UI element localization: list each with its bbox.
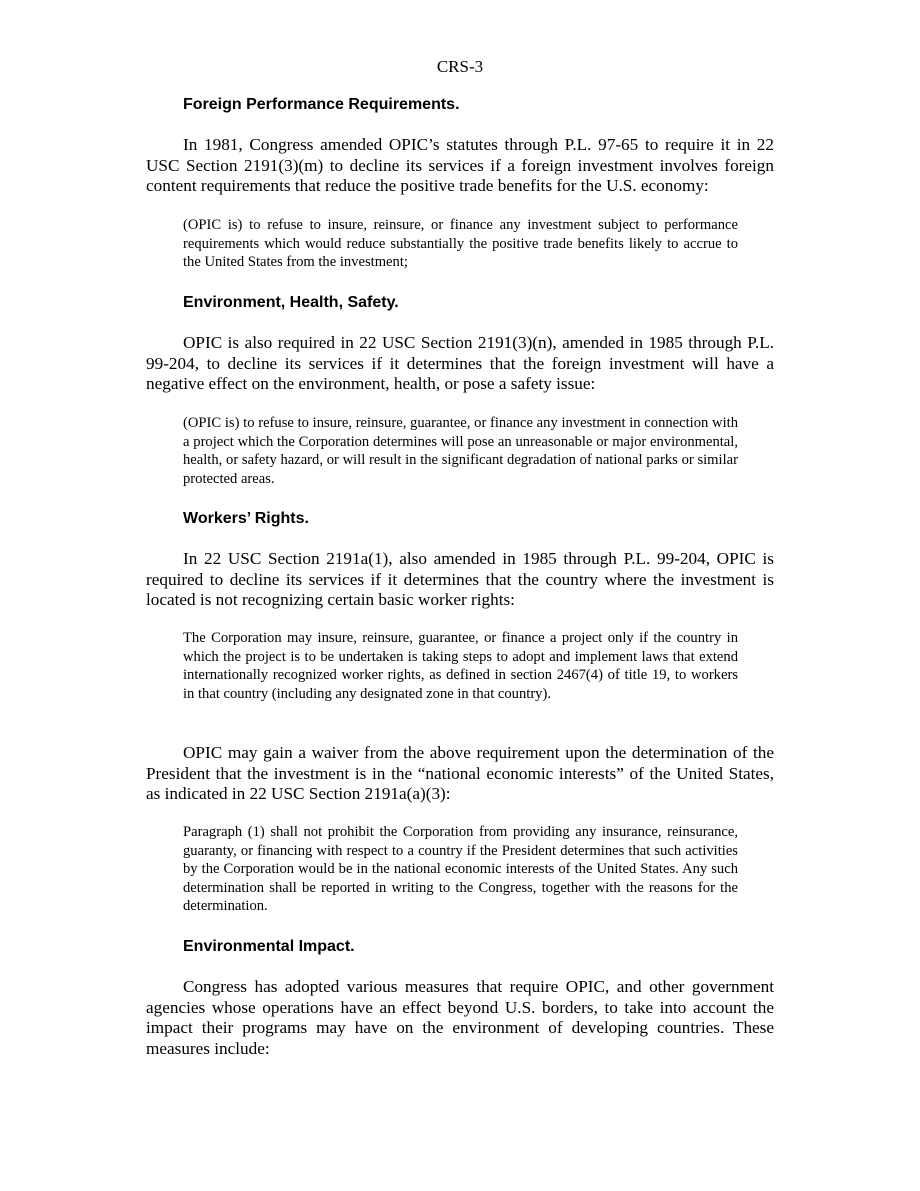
paragraph-workers-rights: In 22 USC Section 2191a(1), also amended in 1985 through P.L. 99-204, OPIC is required to decline its services if it determines that the country where the investment is located is not recognizing certain basic worker rights: bbox=[146, 549, 774, 609]
quote-workers-rights: The Corporation may insure, reinsure, guarantee, or finance a project only if the country in which the project is to be undertaken is taking steps to adopt and implement laws that extend internationally recognized worker rights, as defined in section 2467(4) of title 19, to workers in that country (including any designated zone in that country). bbox=[183, 630, 738, 702]
page-number: CRS-3 bbox=[436, 57, 484, 76]
quote-foreign-performance: (OPIC is) to refuse to insure, reinsure, or finance any investment subject to performance requirements which would reduce substantially the positive trade benefits likely to accrue to the United States from the investment; bbox=[183, 217, 738, 271]
heading-environmental-impact: Environmental Impact. bbox=[183, 938, 355, 955]
quote-environment-health-safety: (OPIC is) to refuse to insure, reinsure, guarantee, or finance any investment in connection with a project which the Corporation determines will pose an unreasonable or major environmental, health, or safety hazard, or will result in the significant degradation of national parks or similar protected areas. bbox=[183, 415, 738, 487]
heading-foreign-performance: Foreign Performance Requirements. bbox=[183, 96, 460, 113]
paragraph-waiver: OPIC may gain a waiver from the above requirement upon the determination of the President that the investment is in the “national economic interests” of the United States, as indicated in 22 USC Section 2191a(a)(3): bbox=[146, 743, 774, 803]
quote-waiver: Paragraph (1) shall not prohibit the Corporation from providing any insurance, reinsurance, guaranty, or financing with respect to a country if the President determines that such activities by the Corporation would be in the national economic interests of the United States. Any such determination shall be reported in writing to the Congress, together with the reasons for the determination. bbox=[183, 824, 738, 915]
paragraph-foreign-performance: In 1981, Congress amended OPIC’s statutes through P.L. 97-65 to require it in 22 USC Section 2191(3)(m) to decline its services if a foreign investment involves foreign content requirements that reduce the positive trade benefits for the U.S. economy: bbox=[146, 135, 774, 195]
heading-environment-health-safety: Environment, Health, Safety. bbox=[183, 294, 399, 311]
paragraph-environment-health-safety: OPIC is also required in 22 USC Section 2191(3)(n), amended in 1985 through P.L. 99-204, to decline its services if it determines that the foreign investment will have a negative effect on the environment, health, or pose a safety issue: bbox=[146, 333, 774, 393]
paragraph-environmental-impact: Congress has adopted various measures that require OPIC, and other government agencies whose operations have an effect beyond U.S. borders, to take into account the impact their programs may have on the environment of developing countries. These measures include: bbox=[146, 977, 774, 1058]
heading-workers-rights: Workers’ Rights. bbox=[183, 510, 309, 527]
